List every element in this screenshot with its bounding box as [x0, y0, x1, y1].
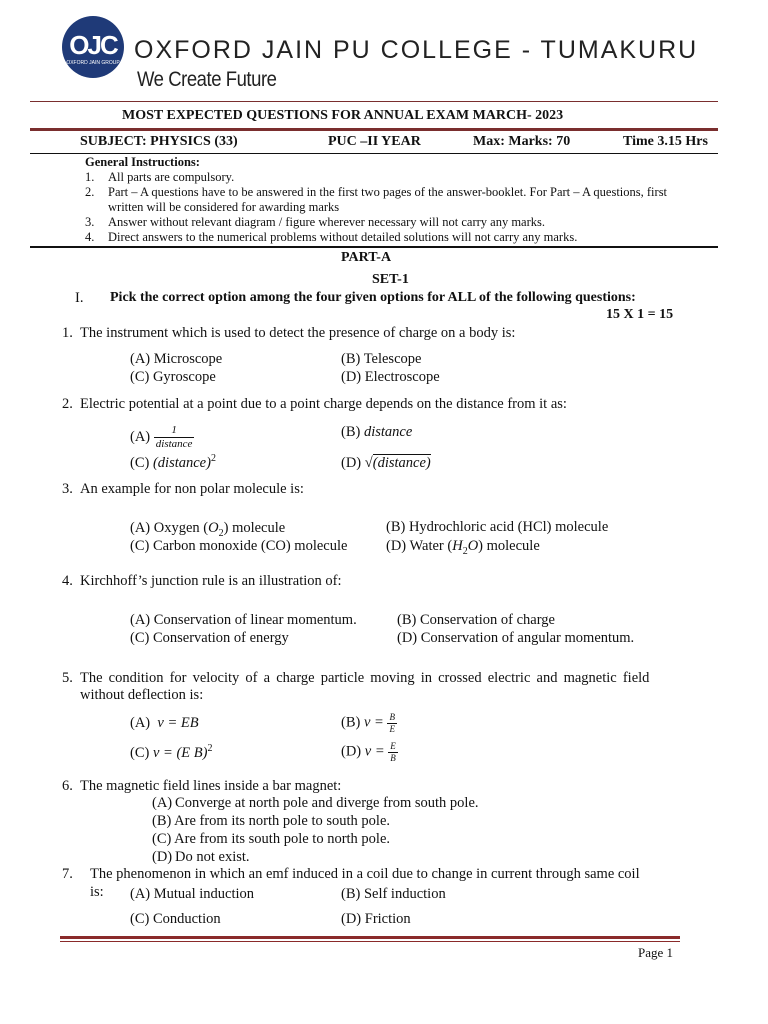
- instruction-text: Direct answers to the numerical problems without detailed solutions will not carry any marks.: [108, 230, 578, 244]
- option-b: (B) Conservation of charge: [397, 612, 555, 628]
- option-label: (A): [130, 429, 151, 446]
- footer-rule-thin: [60, 941, 680, 942]
- logo-text: OJC: [69, 30, 117, 60]
- option-c: (C) Carbon monoxide (CO) molecule: [130, 538, 348, 554]
- option-label: (A): [130, 715, 151, 731]
- option-c: [130, 743, 212, 762]
- option-c: (C) Are from its south pole to north pole.: [152, 831, 391, 847]
- sqrt-symbol: √: [364, 455, 373, 471]
- logo-subtext: OXFORD JAIN GROUP: [66, 60, 120, 66]
- option-value: v = (E B): [152, 744, 208, 761]
- question-number: 6.: [62, 778, 73, 794]
- option-a: [130, 715, 199, 732]
- instruction-num: 1.: [85, 170, 95, 184]
- set-heading: SET-1: [372, 272, 409, 287]
- header-divider: [30, 101, 718, 102]
- college-logo: [62, 16, 124, 78]
- superscript: 2: [207, 743, 213, 754]
- instruction-num: 4.: [85, 230, 95, 244]
- page-number: Page 1: [638, 945, 674, 960]
- option-a: (A) Microscope: [130, 351, 223, 367]
- option-b: [341, 712, 397, 735]
- option-a: [130, 520, 285, 539]
- option-d: (D) Electroscope: [341, 369, 440, 385]
- fraction-denominator: E: [389, 723, 395, 734]
- year: PUC –II YEAR: [328, 134, 421, 149]
- subscript: 2: [218, 527, 224, 539]
- instruction-text: written will be considered for awarding marks: [108, 200, 340, 214]
- fraction: [388, 741, 398, 764]
- option-b: [341, 424, 412, 441]
- question-text-cont: without deflection is:: [80, 687, 204, 703]
- option-value: (distance): [372, 455, 431, 471]
- question-text: The instrument which is used to detect the presence of charge on a body is:: [80, 325, 516, 341]
- option-d: [341, 455, 431, 472]
- option-label: (D): [341, 455, 362, 471]
- option-value: (distance): [152, 454, 211, 471]
- fraction-denominator: distance: [155, 438, 193, 451]
- tagline: We Create Future: [137, 68, 277, 91]
- subscript: 2: [462, 545, 468, 557]
- instruction-text: Answer without relevant diagram / figure wherever necessary will not carry any marks.: [108, 215, 545, 229]
- instruction-text: Part – A questions have to be answered in the first two pages of the answer-booklet. For Part – A questions, first: [108, 185, 668, 199]
- instructions-rule: [30, 246, 718, 248]
- option-b: (B) Are from its north pole to south pole.: [152, 813, 391, 829]
- exam-title: MOST EXPECTED QUESTIONS FOR ANNUAL EXAM MARCH- 2023: [122, 108, 564, 123]
- option-a: (A) Conservation of linear momentum.: [130, 612, 357, 628]
- question-text: The magnetic field lines inside a bar magnet:: [80, 778, 342, 794]
- option-d: (D) Friction: [341, 911, 411, 927]
- chem-symbol: O: [208, 520, 219, 536]
- time: Time 3.15 Hrs: [623, 134, 708, 149]
- question-number: 3.: [62, 481, 73, 497]
- question-number: 7.: [62, 866, 73, 882]
- section-text: Pick the correct option among the four given options for ALL of the following questions:: [110, 290, 636, 305]
- option-a: [130, 424, 194, 451]
- option-value: v = EB: [157, 715, 199, 731]
- question-text: The phenomenon in which an emf induced in a coil due to change in current through same coil: [90, 866, 640, 882]
- option-value: distance: [363, 424, 413, 440]
- option-b: (B) Telescope: [341, 351, 422, 367]
- chem-symbol: H: [452, 538, 463, 554]
- option-d: [341, 741, 398, 764]
- option-text: (D) Water (: [386, 538, 453, 554]
- fraction: [154, 424, 195, 451]
- option-text: ) molecule: [223, 520, 286, 536]
- option-b: (B) Self induction: [341, 886, 446, 902]
- fraction-denominator: B: [390, 752, 396, 763]
- option-a: (A) Mutual induction: [130, 886, 255, 902]
- part-heading: PART-A: [341, 250, 392, 265]
- question-text: Electric potential at a point due to a point charge depends on the distance from it as:: [80, 396, 567, 412]
- chem-symbol: O: [467, 538, 479, 554]
- option-label: (C): [130, 744, 150, 761]
- option-a: (A) Converge at north pole and diverge from south pole.: [152, 795, 479, 811]
- subject-rule: [30, 153, 718, 154]
- option-value: v =: [363, 714, 384, 731]
- question-text: An example for non polar molecule is:: [80, 481, 304, 497]
- footer-rule-thick: [60, 936, 680, 939]
- section-marks: 15 X 1 = 15: [606, 307, 674, 322]
- option-c: [130, 453, 216, 472]
- section-roman: I.: [75, 290, 84, 306]
- option-label: (B): [341, 714, 361, 731]
- option-c: (C) Conservation of energy: [130, 630, 289, 646]
- title-rule-thick: [30, 128, 718, 131]
- fraction-numerator: B: [389, 712, 395, 722]
- option-text: (A) Oxygen (: [130, 520, 209, 536]
- option-c: (C) Gyroscope: [130, 369, 216, 385]
- question-text: Kirchhoff’s junction rule is an illustration of:: [80, 573, 342, 589]
- question-text-cont: is:: [90, 884, 104, 900]
- question-number: 5.: [62, 670, 73, 686]
- option-value: v =: [364, 743, 385, 760]
- option-text: ) molecule: [478, 538, 540, 554]
- instructions-heading: General Instructions:: [85, 155, 200, 169]
- instruction-num: 2.: [85, 185, 95, 199]
- fraction-numerator: 1: [154, 424, 195, 438]
- subject: SUBJECT: PHYSICS (33): [80, 134, 238, 149]
- instruction-num: 3.: [85, 215, 95, 229]
- option-d: (D) Conservation of angular momentum.: [397, 630, 635, 646]
- option-d: [386, 538, 540, 557]
- superscript: 2: [210, 453, 216, 464]
- question-text: The condition for velocity of a charge particle moving in crossed electric and magnetic field: [80, 670, 650, 686]
- question-number: 2.: [62, 396, 73, 412]
- max-marks: Max: Marks: 70: [473, 134, 571, 149]
- question-number: 1.: [62, 325, 73, 341]
- fraction-numerator: E: [390, 741, 396, 751]
- option-c: (C) Conduction: [130, 911, 221, 927]
- college-name: OXFORD JAIN PU COLLEGE - TUMAKURU: [134, 36, 699, 64]
- option-label: (C): [130, 454, 150, 471]
- instruction-text: All parts are compulsory.: [108, 170, 235, 184]
- fraction: [387, 712, 397, 735]
- option-d: (D) Do not exist.: [152, 849, 250, 865]
- option-b: (B) Hydrochloric acid (HCl) molecule: [386, 519, 609, 535]
- option-label: (B): [341, 424, 361, 440]
- option-label: (D): [341, 743, 362, 760]
- question-number: 4.: [62, 573, 73, 589]
